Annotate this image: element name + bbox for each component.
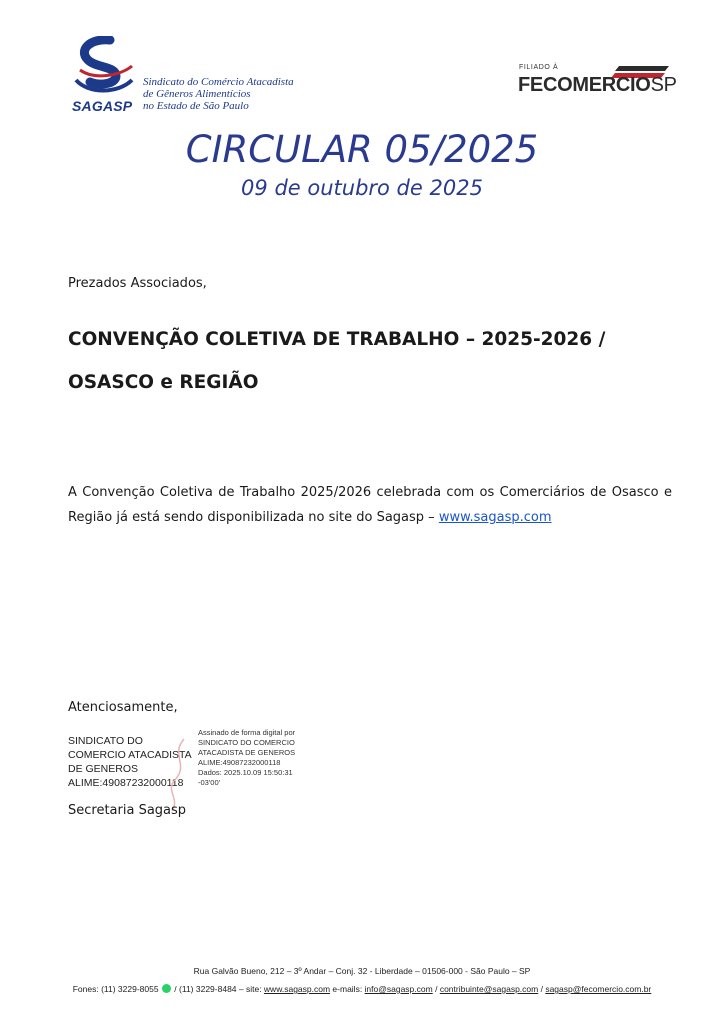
sagasp-emblem-icon xyxy=(70,36,140,102)
department: Secretaria Sagasp xyxy=(68,803,187,818)
stamp-line-5: Dados: 2025.10.09 15:50:31 xyxy=(198,768,293,777)
affiliation-name-main: FECOMERCIO xyxy=(518,74,651,96)
body-paragraph xyxy=(68,480,672,530)
subject-line-1: CONVENÇÃO COLETIVA DE TRABALHO – 2025-2026 / xyxy=(68,329,606,350)
signatory-line-4: ALIME:49087232000118 xyxy=(68,777,184,789)
org-line-3: no Estado de São Paulo xyxy=(143,100,249,112)
circular-date: 09 de outubro de 2025 xyxy=(241,176,483,200)
footer-contacts xyxy=(0,984,724,994)
affiliation-label: FILIADO À xyxy=(519,64,559,71)
footer-address: Rua Galvão Bueno, 212 – 3º Andar – Conj. 32 - Liberdade – 01506-000 - São Paulo – SP xyxy=(193,966,531,976)
footer-phone-1: Fones: (11) 3229-8055 xyxy=(72,984,159,994)
footer-email-info[interactable]: info@sagasp.com xyxy=(364,984,433,994)
whatsapp-icon xyxy=(162,984,171,993)
fecomercio-logo xyxy=(515,62,675,106)
stamp-line-4: ALIME:49087232000118 xyxy=(198,758,281,767)
signatory-line-3: DE GENEROS xyxy=(68,763,139,775)
footer-sep-1: / xyxy=(432,984,440,994)
signatory-line-2: COMERCIO ATACADISTA xyxy=(68,749,192,761)
org-full-name xyxy=(143,76,294,112)
footer-phone-2: / (11) 3229-8484 – site: xyxy=(171,984,264,994)
org-acronym: SAGASP xyxy=(72,98,133,114)
stamp-line-1: Assinado de forma digital por xyxy=(198,728,296,737)
footer-site-link[interactable]: www.sagasp.com xyxy=(263,984,331,994)
footer-email-contribuinte[interactable]: contribuinte@sagasp.com xyxy=(439,984,539,994)
body-text: A Convenção Coletiva de Trabalho 2025/2026 celebrada com os Comerciários de Osasco e Região já está sendo disponibilizada no site do Sagasp – xyxy=(68,485,672,525)
footer-sep-2: / xyxy=(538,984,546,994)
org-line-2: de Gêneros Alimentícios xyxy=(143,88,251,100)
circular-title: CIRCULAR 05/2025 xyxy=(185,128,539,171)
sagasp-logo xyxy=(70,36,320,116)
signatory-line-1: SINDICATO DO xyxy=(68,735,143,747)
closing: Atenciosamente, xyxy=(68,700,178,715)
stamp-line-3: ATACADISTA DE GENEROS xyxy=(198,748,296,757)
footer-emails-label: e-mails: xyxy=(330,984,365,994)
affiliation-name xyxy=(518,74,677,97)
org-line-1: Sindicato do Comércio Atacadista xyxy=(143,76,294,88)
affiliation-name-suffix: SP xyxy=(650,74,677,96)
subject-line-2: OSASCO e REGIÃO xyxy=(68,372,259,393)
digital-signature-stamp xyxy=(198,728,295,788)
footer-email-fecomercio[interactable]: sagasp@fecomercio.com.br xyxy=(545,984,652,994)
stamp-line-2: SINDICATO DO COMERCIO xyxy=(198,738,295,747)
salutation: Prezados Associados, xyxy=(68,276,207,291)
stamp-line-6: -03'00' xyxy=(198,778,221,787)
sagasp-site-link[interactable]: www.sagasp.com xyxy=(438,510,552,525)
